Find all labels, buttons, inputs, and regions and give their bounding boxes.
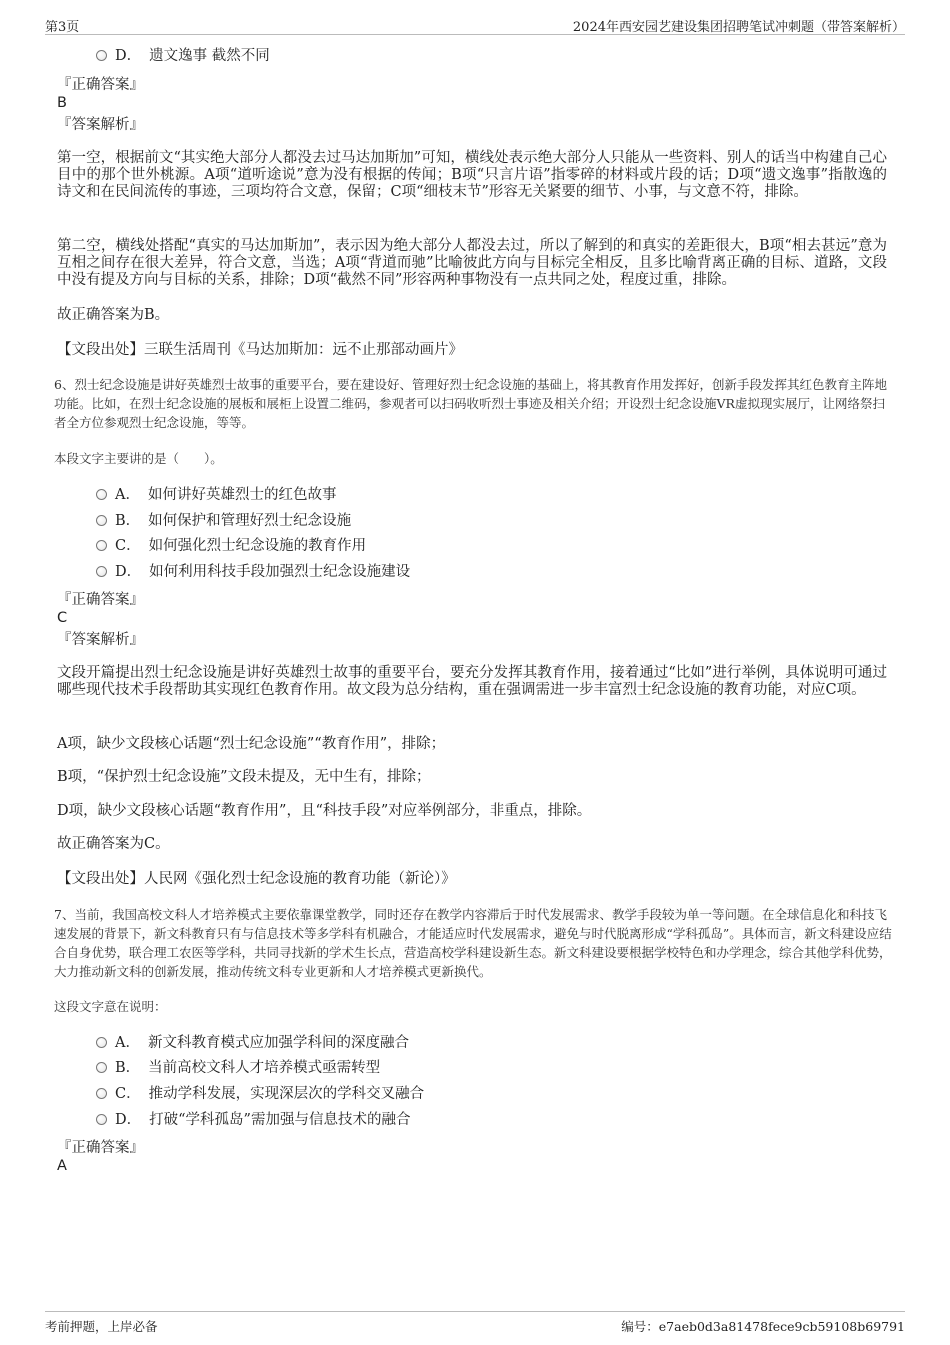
radio-icon[interactable] [96, 1088, 107, 1099]
page-footer [45, 1311, 905, 1336]
document-code: 编号：e7aeb0d3a81478fece9cb59108b69791 [621, 1319, 905, 1334]
radio-icon[interactable] [96, 566, 107, 577]
q7-prompt: 这段文字意在说明： [54, 999, 167, 1014]
radio-icon[interactable] [96, 1062, 107, 1073]
q6-answer-label: 『正确答案』 [57, 592, 144, 608]
footer-slogan: 考前押题，上岸必备 [45, 1319, 158, 1334]
page-header [45, 14, 905, 35]
q6-option-c[interactable]: C． 如何强化烈士纪念设施的教育作用 [96, 537, 366, 555]
q5-analysis-paragraph: 第二空，横线处搭配“真实的马达加斯加”，表示因为绝大部分人都没去过，所以了解到的和真实的差距很大，B项“相去甚远”意为互相之间存在很大差异，符合文意，当选；A项“背道而驰”比喻彼此方向与目标完全相反，且多比喻背离正确的目标、道路，文段中没有提及方向与目标的关系，排除；D项“截然不同”形容两种事物没有一点共同之处，程度过重，排除。 [57, 238, 887, 288]
q7-answer: A [57, 1158, 67, 1174]
radio-icon[interactable] [96, 515, 107, 526]
q7-option-d[interactable]: D． 打破“学科孤岛”需加强与信息技术的融合 [96, 1111, 410, 1129]
q6-option-a[interactable]: A． 如何讲好英雄烈士的红色故事 [96, 486, 336, 504]
page-number: 第3页 [45, 20, 80, 35]
q5-option-d[interactable]: D． 遗文逸事 截然不同 [96, 47, 270, 65]
q7-option-b[interactable]: B． 当前高校文科人才培养模式亟需转型 [96, 1059, 380, 1077]
q6-analysis-paragraph: 文段开篇提出烈士纪念设施是讲好英雄烈士故事的重要平台，要充分发挥其教育作用，接着通过“比如”进行举例，具体说明可通过哪些现代技术手段帮助其实现红色教育作用。故文段为总分结构，重在强调需进一步丰富烈士纪念设施的教育功能，对应C项。 [57, 665, 887, 698]
document-title: 2024年西安园艺建设集团招聘笔试冲刺题（带答案解析） [572, 20, 905, 35]
radio-icon[interactable] [96, 489, 107, 500]
q6-option-d[interactable]: D． 如何利用科技手段加强烈士纪念设施建设 [96, 563, 410, 581]
q5-conclusion: 故正确答案为B。 [57, 307, 170, 323]
radio-icon[interactable] [96, 50, 107, 61]
q6-option-b[interactable]: B． 如何保护和管理好烈士纪念设施 [96, 512, 351, 530]
q6-stem: 6、烈士纪念设施是讲好英雄烈士故事的重要平台，要在建设好、管理好烈士纪念设施的基础上，将其教育作用发挥好，创新手段发挥其红色教育主阵地功能。比如，在烈士纪念设施的展板和展柜上设置二维码，参观者可以扫码收听烈士事迹及相关介绍；开设烈士纪念设施VR虚拟现实展厅，让网络祭扫者全方位参观烈士纪念设施，等等。 [54, 377, 887, 430]
radio-icon[interactable] [96, 540, 107, 551]
q6-conclusion: 故正确答案为C。 [57, 836, 170, 852]
q6-prompt: 本段文字主要讲的是（ ）。 [54, 451, 223, 466]
q6-analysis-label: 『答案解析』 [57, 632, 144, 648]
q5-analysis-label: 『答案解析』 [57, 117, 144, 133]
q6-analysis-paragraph: B项，“保护烈士纪念设施”文段未提及，无中生有，排除； [57, 769, 431, 785]
radio-icon[interactable] [96, 1114, 107, 1125]
q5-answer: B [57, 95, 67, 111]
q6-analysis-paragraph: D项，缺少文段核心话题“教育作用”，且“科技手段”对应举例部分，非重点，排除。 [57, 803, 592, 819]
q5-source: 【文段出处】三联生活周刊《马达加斯加：远不止那部动画片》 [57, 342, 463, 358]
q5-answer-label: 『正确答案』 [57, 77, 144, 93]
q6-answer: C [57, 610, 68, 626]
radio-icon[interactable] [96, 1037, 107, 1048]
q7-option-c[interactable]: C． 推动学科发展，实现深层次的学科交叉融合 [96, 1085, 424, 1103]
q7-answer-label: 『正确答案』 [57, 1140, 144, 1156]
q7-stem: 7、当前，我国高校文科人才培养模式主要依靠课堂教学，同时还存在教学内容滞后于时代发展需求、教学手段较为单一等问题。在全球信息化和科技飞速发展的背景下，新文科教育只有与信息技术等多学科有机融合，才能适应时代发展需求，避免与时代脱离形成“学科孤岛”。具体而言，新文科建设应结合自身优势，联合理工农医等学科，共同寻找新的学术生长点，营造高校学科建设新生态。新文科建设要根据学校特色和办学理念，综合其他学科优势，大力推动新文科的创新发展，推动传统文科专业更新和人才培养模式更新换代。 [54, 907, 892, 979]
q6-source: 【文段出处】人民网《强化烈士纪念设施的教育功能（新论）》 [57, 871, 456, 887]
q5-analysis-paragraph: 第一空，根据前文“其实绝大部分人都没去过马达加斯加”可知，横线处表示绝大部分人只能从一些资料、别人的话当中构建自己心目中的那个世外桃源。A项“道听途说”意为没有根据的传闻；B项“只言片语”指零碎的材料或片段的话；D项“遗文逸事”指散逸的诗文和在民间流传的事迹，三项均符合文意，保留；C项“细枝末节”形容无关紧要的细节、小事，与文意不符，排除。 [57, 150, 887, 200]
q6-analysis-paragraph: A项，缺少文段核心话题“烈士纪念设施”“教育作用”，排除； [57, 736, 446, 752]
q7-option-a[interactable]: A． 新文科教育模式应加强学科间的深度融合 [96, 1034, 409, 1052]
